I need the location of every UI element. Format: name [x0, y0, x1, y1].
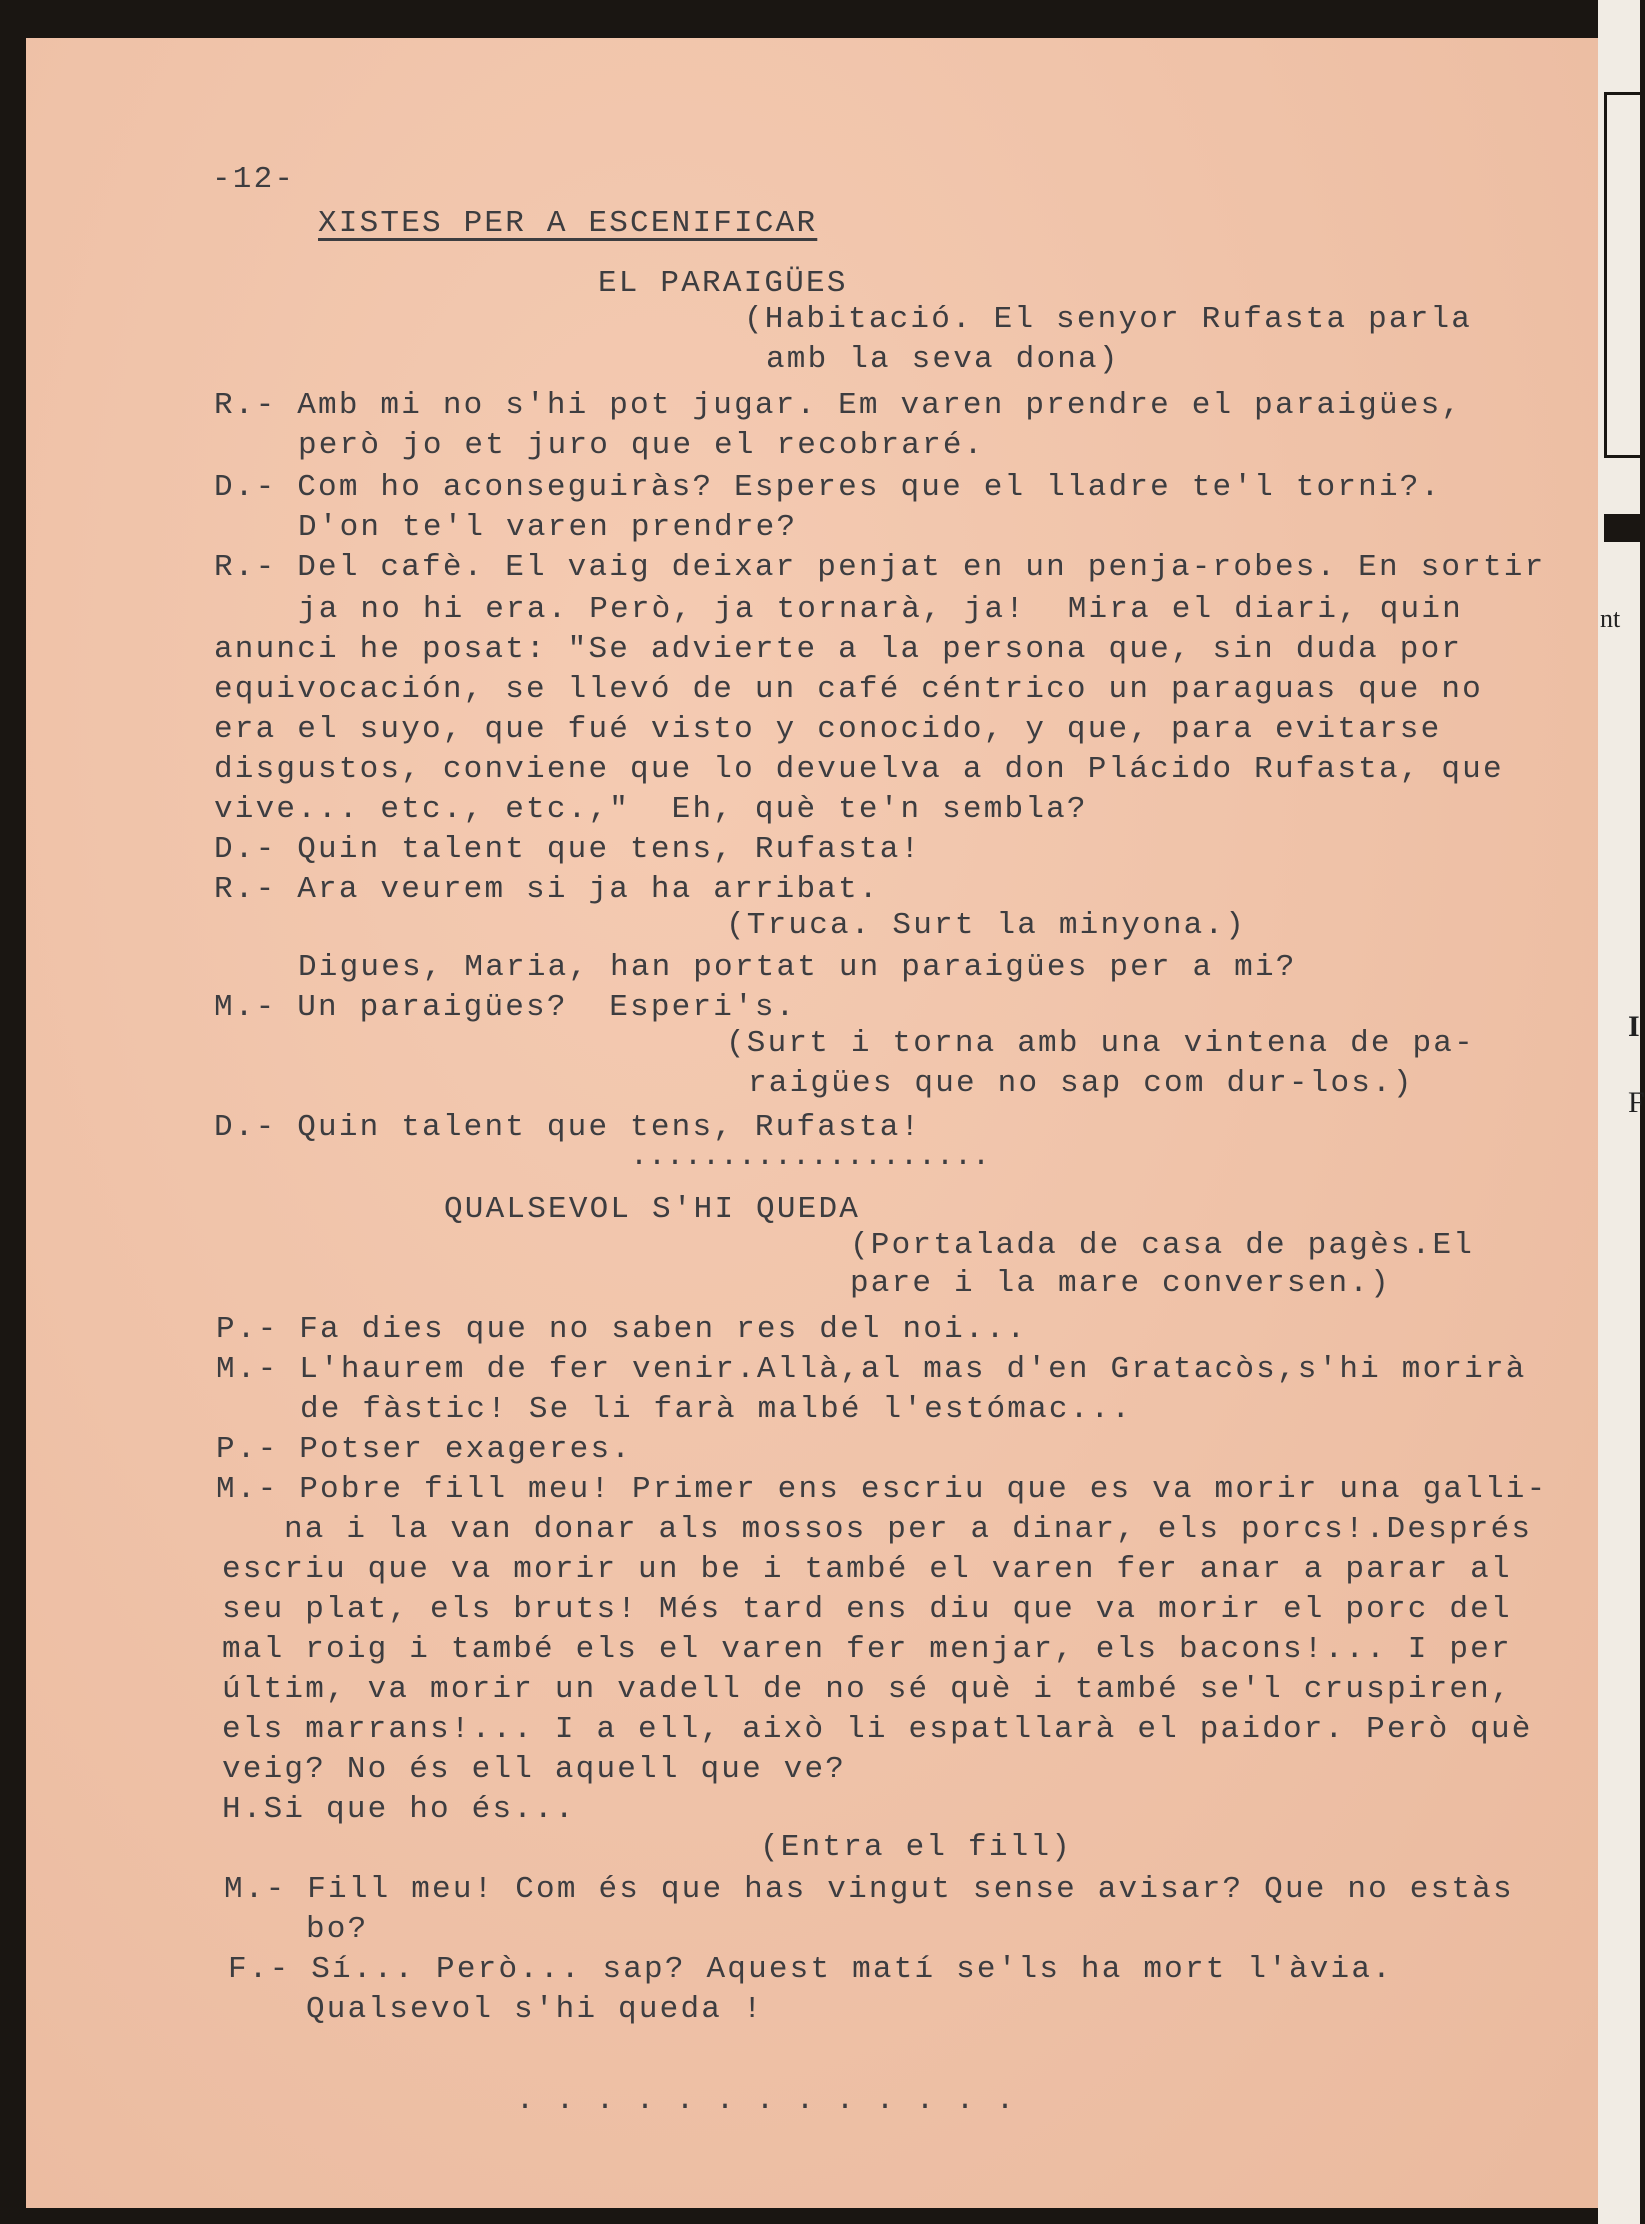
- dialogue-line: Digues, Maria, han portat un paraigües per a mi?: [298, 950, 1297, 985]
- separator-dots: ....................: [630, 1140, 991, 1174]
- dialogue-line: mal roig i també els el varen fer menjar, els bacons!... I per: [222, 1632, 1512, 1667]
- dialogue-line: P.- Fa dies que no saben res del noi...: [216, 1312, 1028, 1347]
- stage-direction: (Surt i torna amb una vintena de pa-: [726, 1026, 1475, 1061]
- stage-direction: amb la seva dona): [766, 342, 1120, 377]
- page-number: -12-: [212, 162, 296, 197]
- dialogue-line: M.- Pobre fill meu! Primer ens escriu que es va morir una galli-: [216, 1472, 1548, 1507]
- story-title: EL PARAIGÜES: [598, 266, 848, 301]
- dialogue-line: però jo et juro que el recobraré.: [298, 428, 985, 463]
- adjacent-page-box: [1604, 92, 1643, 458]
- stage-direction: raigües que no sap com dur-los.): [748, 1066, 1414, 1101]
- dialogue-line: era el suyo, que fué visto y conocido, y que, para evitarse: [214, 712, 1442, 747]
- dialogue-line: els marrans!... I a ell, això li espatllarà el paidor. Però què: [222, 1712, 1533, 1747]
- section-title: XISTES PER A ESCENIFICAR: [318, 206, 818, 241]
- stage-direction: (Truca. Surt la minyona.): [726, 908, 1247, 943]
- dialogue-line: F.- Sí... Però... sap? Aquest matí se'ls ha mort l'àvia.: [228, 1952, 1393, 1987]
- dialogue-line: D.- Com ho aconseguiràs? Esperes que el lladre te'l torni?.: [214, 470, 1442, 505]
- dialogue-line: M.- Fill meu! Com és que has vingut sense avisar? Que no estàs: [224, 1872, 1514, 1907]
- dialogue-line: de fàstic! Se li farà malbé l'estómac...: [300, 1392, 1133, 1427]
- stage-direction: (Entra el fill): [760, 1830, 1073, 1865]
- dialogue-line: equivocación, se llevó de un café céntrico un paraguas que no: [214, 672, 1483, 707]
- dialogue-line: D.- Quin talent que tens, Rufasta!: [214, 832, 922, 867]
- dialogue-line: na i la van donar als mossos per a dinar, els porcs!.Després: [284, 1512, 1533, 1547]
- page: [26, 38, 1610, 2208]
- stage-direction: (Portalada de casa de pagès.El: [850, 1228, 1475, 1263]
- edge-fragment: I: [1628, 1010, 1640, 1043]
- dialogue-line: H.Si que ho és...: [222, 1792, 576, 1827]
- stage-direction: (Habitació. El senyor Rufasta parla: [744, 302, 1473, 337]
- dialogue-line: M.- L'haurem de fer venir.Allà,al mas d'en Gratacòs,s'hi morirà: [216, 1352, 1527, 1387]
- dialogue-line: R.- Ara veurem si ja ha arribat.: [214, 872, 880, 907]
- dialogue-line: Qualsevol s'hi queda !: [306, 1992, 764, 2027]
- stage-direction: pare i la mare conversen.): [850, 1266, 1391, 1301]
- dialogue-line: R.- Del cafè. El vaig deixar penjat en un penja-robes. En sortir: [214, 550, 1546, 585]
- dialogue-line: escriu que va morir un be i també el varen fer anar a parar al: [222, 1552, 1512, 1587]
- dialogue-line: M.- Un paraigües? Esperi's.: [214, 990, 797, 1025]
- dialogue-line: bo?: [306, 1912, 369, 1947]
- adjacent-page-rule: [1604, 514, 1640, 542]
- dialogue-line: D'on te'l varen prendre?: [298, 510, 798, 545]
- story-title: QUALSEVOL S'HI QUEDA: [444, 1192, 861, 1227]
- dialogue-line: ja no hi era. Però, ja tornarà, ja! Mira el diari, quin: [298, 592, 1463, 627]
- dialogue-line: R.- Amb mi no s'hi pot jugar. Em varen prendre el paraigües,: [214, 388, 1463, 423]
- dialogue-line: veig? No és ell aquell que ve?: [222, 1752, 847, 1787]
- dialogue-line: anunci he posat: "Se advierte a la persona que, sin duda por: [214, 632, 1463, 667]
- dialogue-line: últim, va morir un vadell de no sé què i també se'l cruspiren,: [222, 1672, 1512, 1707]
- edge-fragment: F: [1628, 1086, 1645, 1119]
- dialogue-line: vive... etc., etc.," Eh, què te'n sembla?: [214, 792, 1088, 827]
- dialogue-line: disgustos, conviene que lo devuelva a don Plácido Rufasta, que: [214, 752, 1504, 787]
- edge-fragment: nt: [1600, 604, 1621, 633]
- separator-dots: .............: [516, 2084, 1037, 2118]
- dialogue-line: seu plat, els bruts! Més tard ens diu que va morir el porc del: [222, 1592, 1512, 1627]
- dialogue-line: P.- Potser exageres.: [216, 1432, 633, 1467]
- dialogue-line: D.- Quin talent que tens, Rufasta!: [214, 1110, 922, 1145]
